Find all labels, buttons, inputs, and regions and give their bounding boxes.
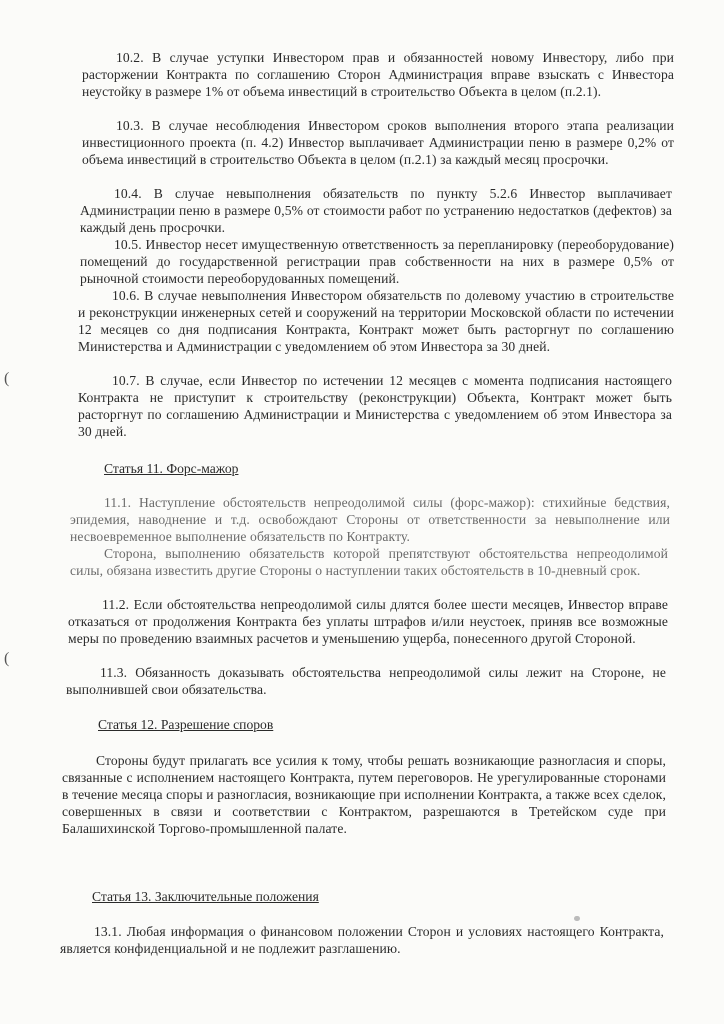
paragraph-10-4: 10.4. В случае невыполнения обязательств по пункту 5.2.6 Инвестор выплачивает Администрации пеню в размере 0,5% от стоимости работ по устранению недостатков (дефектов) за каждый день просрочки. <box>80 186 672 235</box>
article-12-heading: Статья 12. Разрешение споров <box>98 717 274 732</box>
paragraph-11-1-continued: Сторона, выполнению обязательств которой препятствуют обстоятельства непреодолимой силы, обязана известить другие Стороны о наступлении таких обстоятельств в 10-дневный срок. <box>70 546 668 578</box>
paragraph-11-2: 11.2. Если обстоятельства непреодолимой силы длятся более шести месяцев, Инвестор вправе отказаться от продолжения Контракта без уплаты штрафов и/или неустоек, приняв все возможные меры по проведению взаимных расчетов и уменьшению ущерба, понесенного другой Стороной. <box>68 597 668 646</box>
scan-speck <box>574 916 580 921</box>
paragraph-11-3: 11.3. Обязанность доказывать обстоятельства непреодолимой силы лежит на Стороне, не выполнившей свои обязательства. <box>66 665 666 697</box>
paragraph-10-3: 10.3. В случае несоблюдения Инвестором сроков выполнения второго этапа реализации инвестиционного проекта (п. 4.2) Инвестор выплачивает Администрации пеню в размере 0,2% от объема инвестиций в строительство Объекта в целом (п.2.1) за каждый месяц просрочки. <box>82 118 674 167</box>
paragraph-12: Стороны будут прилагать все усилия к тому, чтобы решать возникающие разногласия и споры, связанные с исполнением настоящего Контракта, путем переговоров. Не урегулированные сторонами в течение месяца споры и разногласия, возникающие при исполнении Контракта, а также всех сделок, совершенных в связи и соответствии с Контрактом, разрешаются в Третейском суде при Балашихинской Торгово-промышленной палате. <box>62 753 666 836</box>
paragraph-10-6: 10.6. В случае невыполнения Инвестором обязательств по долевому участию в строительстве и реконструкции инженерных сетей и сооружений на территории Московской области по истечении 12 месяцев со дня подписания Контракта, Контракт может быть расторгнут по соглашению Министерства и Администрации с уведомлением об этом Инвестора за 30 дней. <box>78 288 674 354</box>
paragraph-10-7: 10.7. В случае, если Инвестор по истечении 12 месяцев с момента подписания настоящего Контракта не приступит к строительству (реконструкции) Объекта, Контракт может быть расторгнут по соглашению Администрации и Министерства с уведомлением об этом Инвестора за 30 дней. <box>78 373 672 439</box>
article-13-heading: Статья 13. Заключительные положения <box>92 889 319 904</box>
paragraph-10-5: 10.5. Инвестор несет имущественную ответственность за перепланировку (переоборудование) помещений до государственной регистрации прав собственности на них в размере 0,5% от рыночной стоимости переоборудованных помещений. <box>80 237 674 286</box>
paragraph-13-1: 13.1. Любая информация о финансовом положении Сторон и условиях настоящего Контракта, является конфиденциальной и не подлежит разглашению. <box>60 924 664 956</box>
paragraph-10-2: 10.2. В случае уступки Инвестором прав и обязанностей новому Инвестору, либо при расторжении Контракта по соглашению Сторон Администрация вправе взыскать с Инвестора неустойку в размере 1% от объема инвестиций в строительство Объекта в целом (п.2.1). <box>82 50 674 99</box>
margin-punch-mark: ( <box>4 650 10 667</box>
paragraph-11-1: 11.1. Наступление обстоятельств непреодолимой силы (форс-мажор): стихийные бедствия, эпидемия, наводнение и т.д. освобождают Стороны от ответственности за невыполнение или несвоевременное выполнение обязательств по Контракту. <box>70 495 670 544</box>
margin-punch-mark: ( <box>4 370 10 387</box>
article-11-heading: Статья 11. Форс-мажор <box>104 461 239 476</box>
